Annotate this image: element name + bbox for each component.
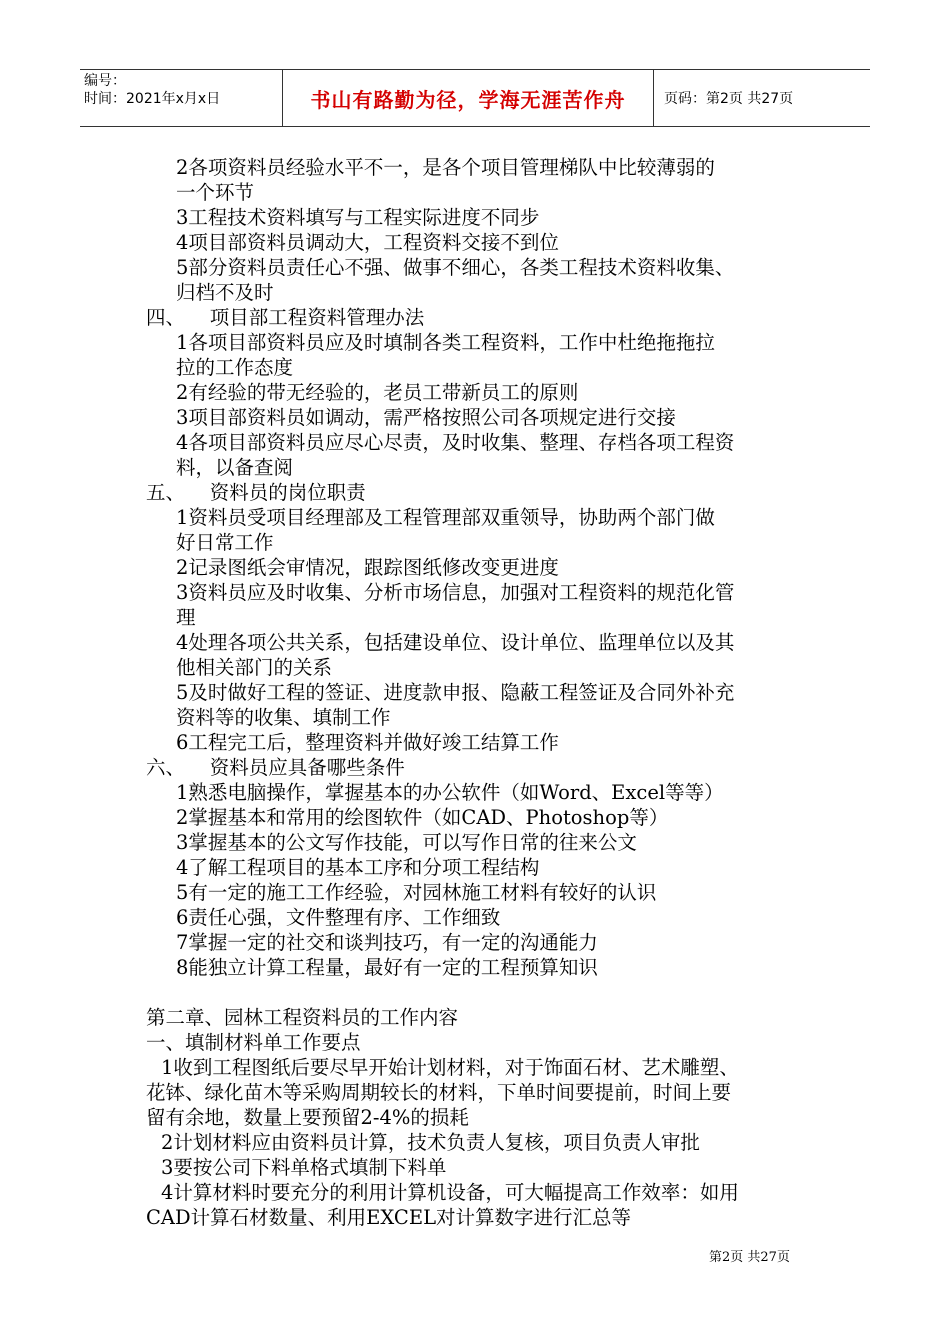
list-item: 2各项资料员经验水平不一，是各个项目管理梯队中比较薄弱的 (176, 156, 715, 179)
spacer (146, 980, 816, 1005)
list-item: 拉的工作态度 (176, 356, 294, 379)
list-item: 4了解工程项目的基本工序和分项工程结构 (176, 856, 540, 879)
list-item: 好日常工作 (176, 531, 274, 554)
paragraph-line: CAD计算石材数量、利用EXCEL对计算数字进行汇总等 (146, 1206, 632, 1229)
section-heading: 四、 项目部工程资料管理办法 (146, 306, 425, 329)
list-item: 5部分资料员责任心不强、做事不细心，各类工程技术资料收集、 (176, 256, 735, 279)
section-heading: 六、 资料员应具备哪些条件 (146, 756, 405, 779)
list-item: 3资料员应及时收集、分析市场信息，加强对工程资料的规范化管 (176, 581, 735, 604)
header-left-cell (80, 70, 282, 126)
list-item: 归档不及时 (176, 281, 274, 304)
paragraph-line: 花钵、绿化苗木等采购周期较长的材料，下单时间要提前，时间上要 (146, 1081, 732, 1104)
list-item: 1资料员受项目经理部及工程管理部双重领导，协助两个部门做 (176, 506, 715, 529)
document-date-label: 时间：2021年x月x日 (84, 91, 221, 107)
header-page-cell (654, 70, 870, 126)
list-item: 6工程完工后，整理资料并做好竣工结算工作 (176, 731, 559, 754)
list-item: 5有一定的施工工作经验，对园林施工材料有较好的认识 (176, 881, 657, 904)
list-item: 4项目部资料员调动大，工程资料交接不到位 (176, 231, 559, 254)
section-heading: 五、 资料员的岗位职责 (146, 481, 366, 504)
list-item: 一个环节 (176, 181, 255, 204)
list-item: 3掌握基本的公文写作技能，可以写作日常的往来公文 (176, 831, 637, 854)
paragraph-line: 4计算材料时要充分的利用计算机设备，可大幅提高工作效率：如用 (161, 1181, 739, 1204)
paragraph-line: 2计划材料应由资料员计算，技术负责人复核，项目负责人审批 (161, 1131, 700, 1154)
document-number-label: 编号： (84, 73, 126, 89)
list-item: 1各项目部资料员应及时填制各类工程资料，工作中杜绝拖拖拉 (176, 331, 715, 354)
paragraph-line: 1收到工程图纸后要尽早开始计划材料，对于饰面石材、艺术雕塑、 (161, 1056, 739, 1079)
list-item: 4处理各项公共关系，包括建设单位、设计单位、监理单位以及其 (176, 631, 735, 654)
list-item: 理 (176, 606, 196, 629)
list-item: 1熟悉电脑操作，掌握基本的办公软件（如Word、Excel等等） (176, 781, 724, 804)
list-item: 2掌握基本和常用的绘图软件（如CAD、Photoshop等） (176, 806, 669, 829)
list-item: 6责任心强，文件整理有序、工作细致 (176, 906, 501, 929)
header-page-number: 页码：第2页 共27页 (664, 91, 794, 107)
section-heading: 一、填制材料单工作要点 (146, 1031, 361, 1054)
list-item: 他相关部门的关系 (176, 656, 333, 679)
list-item: 2有经验的带无经验的，老员工带新员工的原则 (176, 381, 579, 404)
list-item: 4各项目部资料员应尽心尽责，及时收集、整理、存档各项工程资 (176, 431, 735, 454)
list-item: 2记录图纸会审情况，跟踪图纸修改变更进度 (176, 556, 559, 579)
list-item: 8能独立计算工程量，最好有一定的工程预算知识 (176, 956, 598, 979)
page-header (80, 69, 870, 127)
list-item: 7掌握一定的社交和谈判技巧，有一定的沟通能力 (176, 931, 598, 954)
paragraph-line: 留有余地，数量上要预留2-4%的损耗 (146, 1106, 469, 1129)
paragraph-line: 3要按公司下料单格式填制下料单 (161, 1156, 447, 1179)
chapter-title: 第二章、园林工程资料员的工作内容 (146, 1006, 459, 1029)
list-item: 5及时做好工程的签证、进度款申报、隐蔽工程签证及合同外补充 (176, 681, 735, 704)
header-motto-cell (282, 70, 654, 126)
list-item: 料，以备查阅 (176, 456, 294, 479)
list-item: 资料等的收集、填制工作 (176, 706, 391, 729)
document-body (146, 155, 816, 1230)
list-item: 3项目部资料员如调动，需严格按照公司各项规定进行交接 (176, 406, 676, 429)
header-motto: 书山有路勤为径，学海无涯苦作舟 (310, 87, 626, 112)
list-item: 3工程技术资料填写与工程实际进度不同步 (176, 206, 540, 229)
page-footer: 第2页 共27页 (709, 1250, 790, 1265)
